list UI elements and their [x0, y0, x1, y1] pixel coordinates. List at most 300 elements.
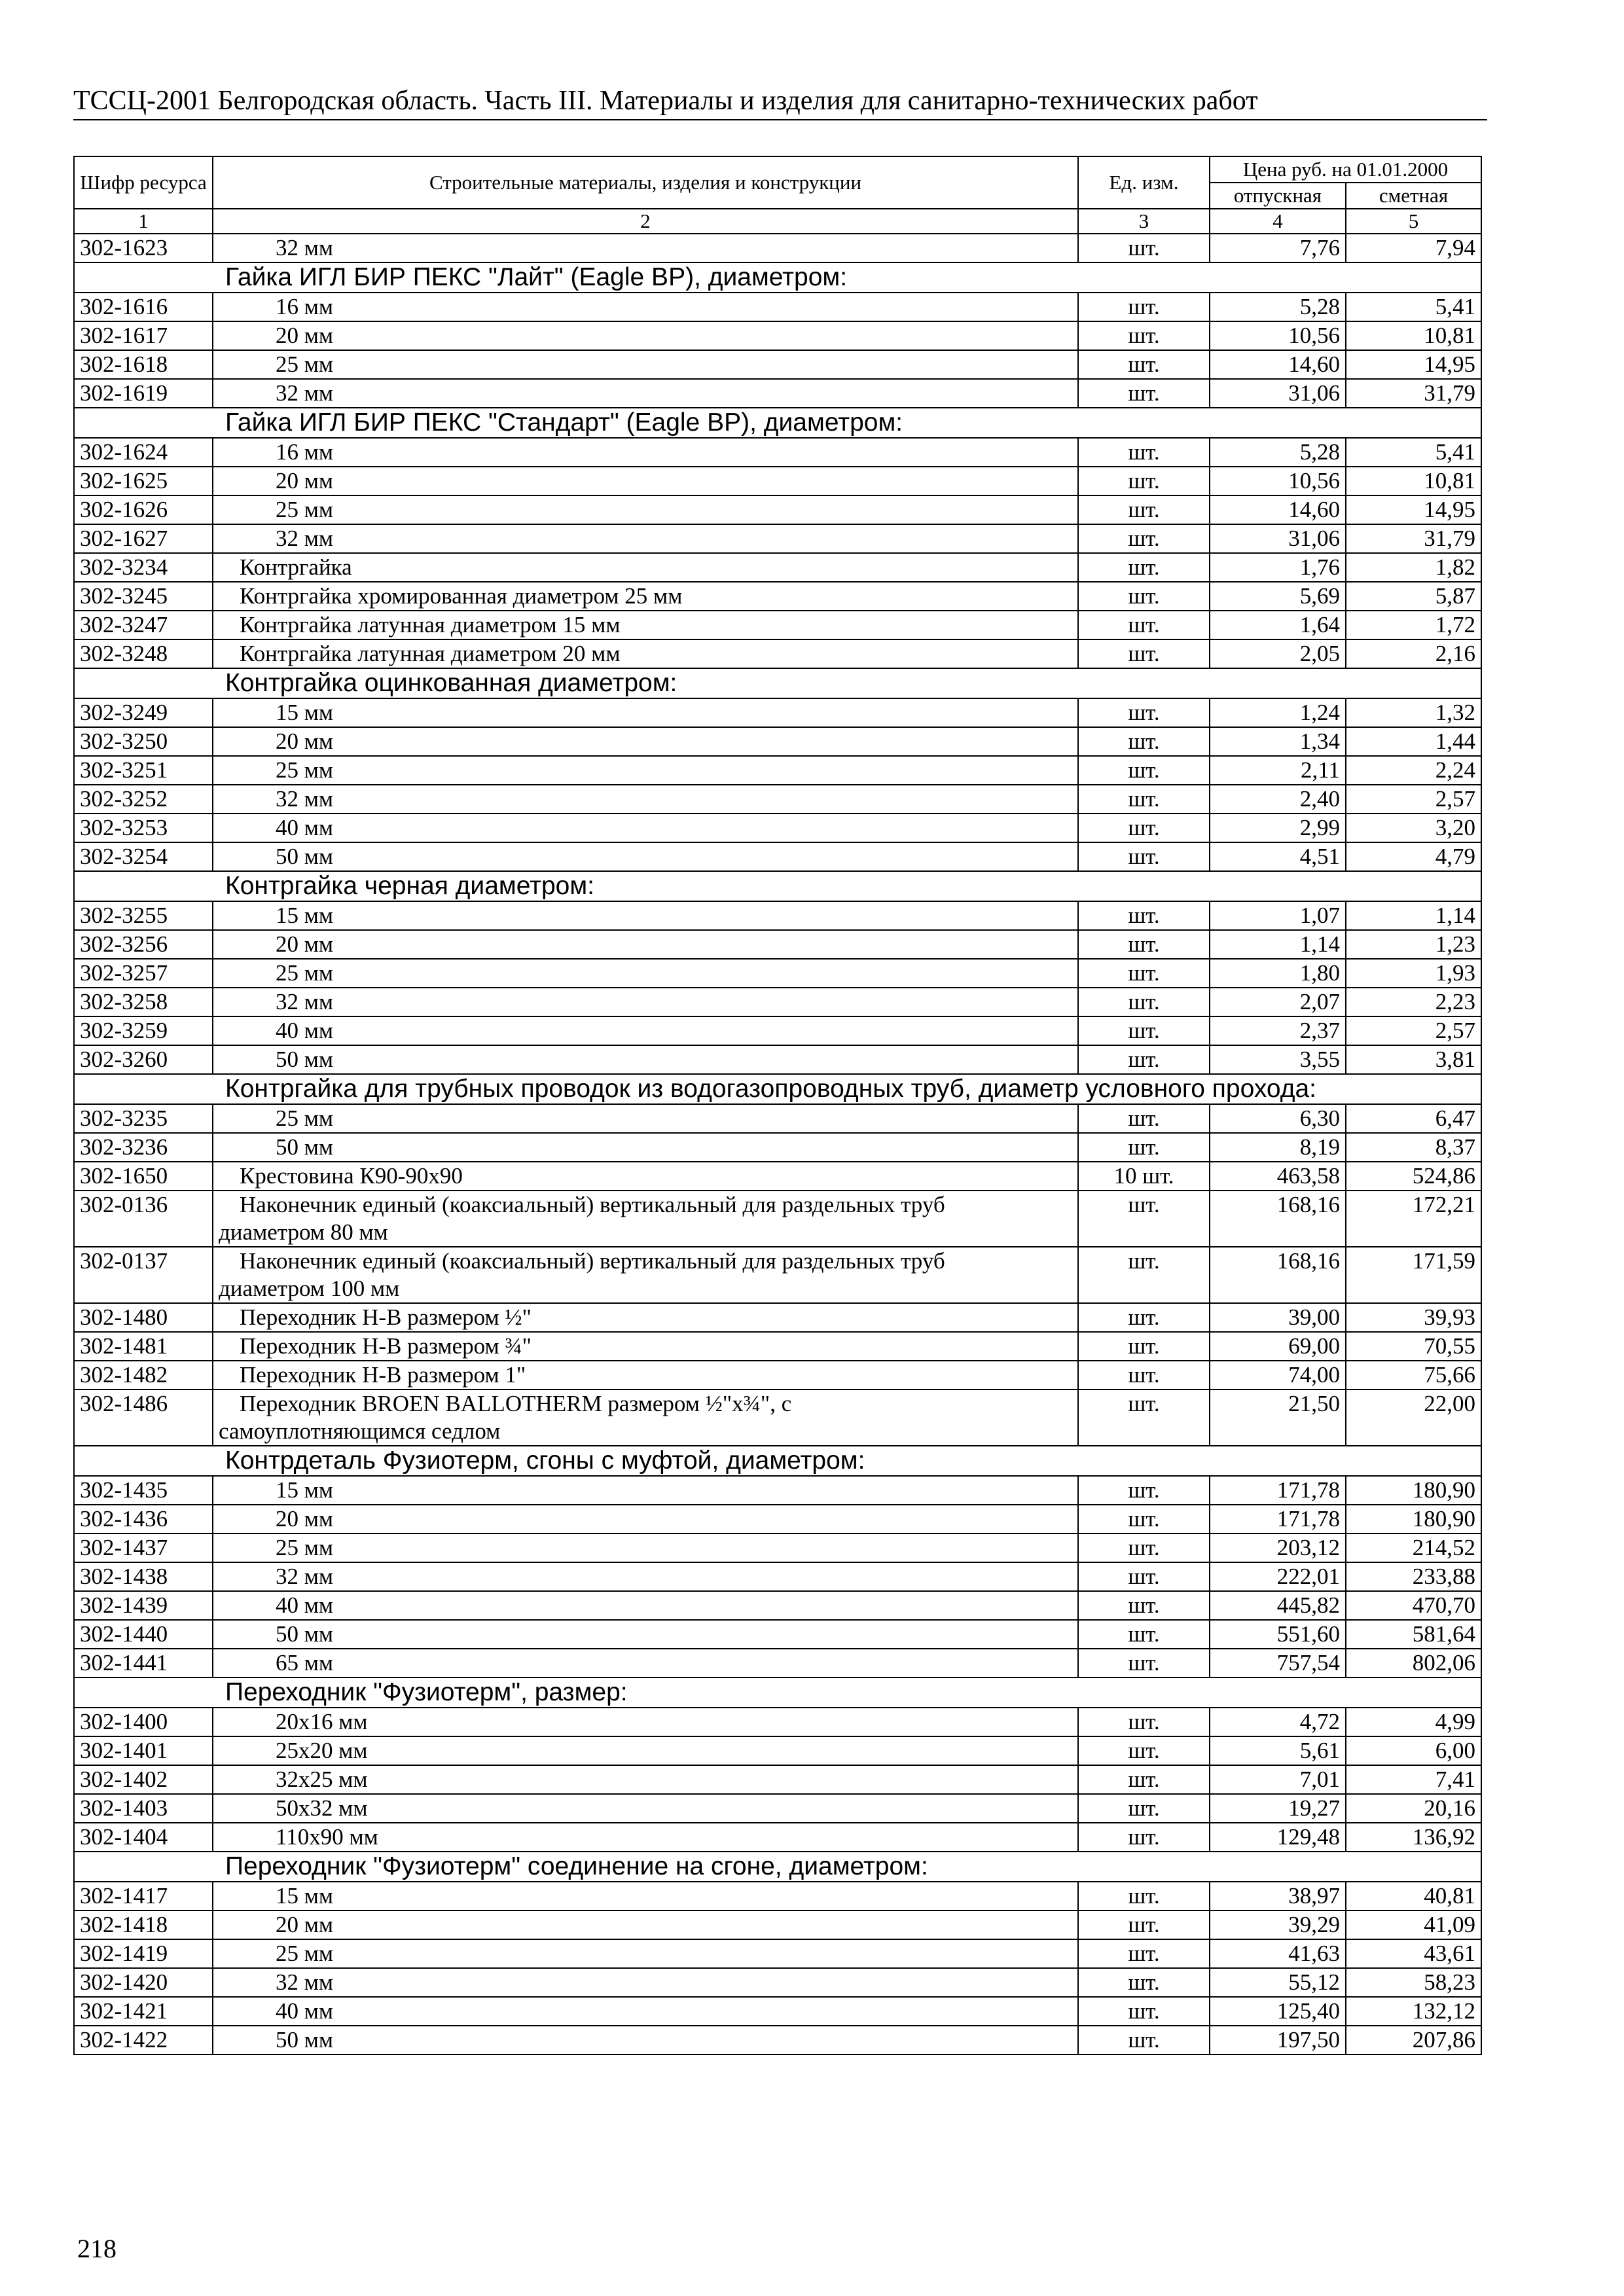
- release-price: 2,11: [1210, 756, 1346, 785]
- resource-code: 302-3253: [74, 814, 213, 842]
- resource-code: 302-3254: [74, 842, 213, 871]
- table-row: [74, 2026, 1481, 2054]
- material-name: [213, 814, 1078, 842]
- material-name-line: самоуплотняющимся седлом: [219, 1418, 501, 1444]
- material-name-line: 40 мм: [276, 1592, 334, 1618]
- release-price: 5,28: [1210, 438, 1346, 467]
- unit-of-measure: шт.: [1078, 1045, 1210, 1074]
- resource-code: 302-1437: [74, 1534, 213, 1562]
- material-name: [213, 698, 1078, 727]
- unit-of-measure: шт.: [1078, 379, 1210, 408]
- release-price: 445,82: [1210, 1591, 1346, 1620]
- group-title: Переходник "Фузиотерм", размер:: [74, 1677, 1481, 1708]
- table-row: [74, 814, 1481, 842]
- unit-of-measure: шт.: [1078, 698, 1210, 727]
- group-header-row: [74, 871, 1481, 901]
- unit-of-measure: шт.: [1078, 1191, 1210, 1247]
- unit-of-measure: шт.: [1078, 1939, 1210, 1968]
- table-row: [74, 1708, 1481, 1736]
- resource-code: 302-0136: [74, 1191, 213, 1247]
- table-row: [74, 756, 1481, 785]
- material-name: [213, 321, 1078, 350]
- material-name: [213, 1332, 1078, 1361]
- table-row: [74, 1562, 1481, 1591]
- resource-code: 302-1486: [74, 1390, 213, 1446]
- material-name-line: Наконечник единый (коаксиальный) вертикальный для раздельных труб: [240, 1248, 945, 1274]
- table-row: [74, 350, 1481, 379]
- table-row: [74, 1191, 1481, 1247]
- unit-of-measure: шт.: [1078, 1133, 1210, 1162]
- table-row: [74, 1361, 1481, 1390]
- resource-code: 302-0137: [74, 1247, 213, 1303]
- col-number: 5: [1346, 209, 1481, 234]
- estimate-price: 171,59: [1346, 1247, 1481, 1303]
- release-price: 38,97: [1210, 1882, 1346, 1910]
- material-name: [213, 1247, 1078, 1303]
- material-name: [213, 1104, 1078, 1133]
- table-row: [74, 1247, 1481, 1303]
- release-price: 2,99: [1210, 814, 1346, 842]
- release-price: 19,27: [1210, 1794, 1346, 1823]
- estimate-price: 31,79: [1346, 524, 1481, 553]
- estimate-price: 40,81: [1346, 1882, 1481, 1910]
- material-name-line: 65 мм: [276, 1650, 334, 1676]
- resource-code: 302-3260: [74, 1045, 213, 1074]
- material-name: [213, 1997, 1078, 2026]
- resource-code: 302-1618: [74, 350, 213, 379]
- table-row: [74, 1016, 1481, 1045]
- material-name-line: 25 мм: [276, 497, 334, 522]
- estimate-price: 5,87: [1346, 582, 1481, 611]
- release-price: 39,29: [1210, 1910, 1346, 1939]
- group-title: Переходник "Фузиотерм" соединение на сгоне, диаметром:: [74, 1852, 1481, 1882]
- group-title: Гайка ИГЛ БИР ПЕКС "Стандарт" (Eagle BP), диаметром:: [74, 408, 1481, 438]
- release-price: 2,07: [1210, 988, 1346, 1016]
- unit-of-measure: шт.: [1078, 1910, 1210, 1939]
- unit-of-measure: шт.: [1078, 2026, 1210, 2054]
- estimate-price: 180,90: [1346, 1476, 1481, 1505]
- estimate-price: 58,23: [1346, 1968, 1481, 1997]
- material-name-line: 32 мм: [276, 786, 334, 812]
- material-name: [213, 611, 1078, 639]
- col-header-release: отпускная: [1210, 183, 1346, 209]
- release-price: 1,34: [1210, 727, 1346, 756]
- estimate-price: 214,52: [1346, 1534, 1481, 1562]
- resource-code: 302-1420: [74, 1968, 213, 1997]
- resource-code: 302-3255: [74, 901, 213, 930]
- release-price: 4,51: [1210, 842, 1346, 871]
- table-row: [74, 1736, 1481, 1765]
- table-row: [74, 930, 1481, 959]
- material-name: [213, 756, 1078, 785]
- estimate-price: 3,20: [1346, 814, 1481, 842]
- unit-of-measure: шт.: [1078, 1620, 1210, 1649]
- unit-of-measure: шт.: [1078, 1332, 1210, 1361]
- material-name-line: Переходник Н-В размером ¾": [240, 1333, 532, 1359]
- unit-of-measure: шт.: [1078, 1882, 1210, 1910]
- material-name: [213, 293, 1078, 321]
- estimate-price: 5,41: [1346, 293, 1481, 321]
- page-header-title: ТССЦ-2001 Белгородская область. Часть III. Материалы и изделия для санитарно-технических работ: [73, 86, 1258, 116]
- unit-of-measure: шт.: [1078, 1736, 1210, 1765]
- resource-code: 302-1436: [74, 1505, 213, 1534]
- table-row: [74, 1303, 1481, 1332]
- release-price: 31,06: [1210, 379, 1346, 408]
- release-price: 2,05: [1210, 639, 1346, 668]
- release-price: 1,64: [1210, 611, 1346, 639]
- table-row: [74, 727, 1481, 756]
- table-row: [74, 1390, 1481, 1446]
- material-name: [213, 1823, 1078, 1852]
- material-name: [213, 495, 1078, 524]
- table-row: [74, 379, 1481, 408]
- release-price: 2,37: [1210, 1016, 1346, 1045]
- material-name: [213, 1765, 1078, 1794]
- table-row: [74, 639, 1481, 668]
- resource-code: 302-3235: [74, 1104, 213, 1133]
- resource-code: 302-3251: [74, 756, 213, 785]
- estimate-price: 2,24: [1346, 756, 1481, 785]
- release-price: 7,01: [1210, 1765, 1346, 1794]
- table-row: [74, 1620, 1481, 1649]
- material-name-line: 16 мм: [276, 439, 334, 465]
- estimate-price: 172,21: [1346, 1191, 1481, 1247]
- release-price: 7,76: [1210, 234, 1346, 262]
- resource-code: 302-1418: [74, 1910, 213, 1939]
- material-name-line: диаметром 80 мм: [219, 1219, 388, 1245]
- release-price: 74,00: [1210, 1361, 1346, 1390]
- release-price: 171,78: [1210, 1476, 1346, 1505]
- resource-code: 302-1404: [74, 1823, 213, 1852]
- release-price: 1,80: [1210, 959, 1346, 988]
- unit-of-measure: шт.: [1078, 814, 1210, 842]
- material-name-line: 20х16 мм: [276, 1709, 368, 1734]
- release-price: 14,60: [1210, 495, 1346, 524]
- resource-code: 302-1625: [74, 467, 213, 495]
- material-name: [213, 1736, 1078, 1765]
- table-row: [74, 1505, 1481, 1534]
- estimate-price: 70,55: [1346, 1332, 1481, 1361]
- resource-code: 302-1400: [74, 1708, 213, 1736]
- material-name: [213, 1591, 1078, 1620]
- unit-of-measure: шт.: [1078, 582, 1210, 611]
- table-row: [74, 1968, 1481, 1997]
- estimate-price: 2,57: [1346, 785, 1481, 814]
- material-name: [213, 1882, 1078, 1910]
- material-name: [213, 1968, 1078, 1997]
- group-header-row: [74, 1677, 1481, 1708]
- table-row: [74, 1162, 1481, 1191]
- release-price: 171,78: [1210, 1505, 1346, 1534]
- material-name-line: 32 мм: [276, 235, 334, 260]
- resource-code: 302-3248: [74, 639, 213, 668]
- release-price: 39,00: [1210, 1303, 1346, 1332]
- material-name-line: Контргайка латунная диаметром 15 мм: [240, 612, 621, 637]
- material-name: [213, 1534, 1078, 1562]
- release-price: 6,30: [1210, 1104, 1346, 1133]
- table-row: [74, 1332, 1481, 1361]
- resource-code: 302-1417: [74, 1882, 213, 1910]
- group-title: Контргайка оцинкованная диаметром:: [74, 668, 1481, 698]
- material-name-line: 50 мм: [276, 1047, 334, 1072]
- material-name-line: 15 мм: [276, 1883, 334, 1909]
- material-name-line: 15 мм: [276, 903, 334, 928]
- estimate-price: 5,41: [1346, 438, 1481, 467]
- group-header-row: [74, 1074, 1481, 1104]
- estimate-price: 7,94: [1346, 234, 1481, 262]
- material-name-line: 20 мм: [276, 323, 334, 348]
- material-name-line: 50 мм: [276, 1134, 334, 1160]
- material-name: [213, 379, 1078, 408]
- estimate-price: 7,41: [1346, 1765, 1481, 1794]
- material-name-line: Переходник Н-В размером 1": [240, 1362, 526, 1388]
- release-price: 69,00: [1210, 1332, 1346, 1361]
- col-number: 2: [213, 209, 1078, 234]
- unit-of-measure: шт.: [1078, 959, 1210, 988]
- unit-of-measure: шт.: [1078, 988, 1210, 1016]
- group-header-row: [74, 668, 1481, 698]
- resource-code: 302-3259: [74, 1016, 213, 1045]
- resource-code: 302-3247: [74, 611, 213, 639]
- table-row: [74, 1591, 1481, 1620]
- unit-of-measure: шт.: [1078, 1476, 1210, 1505]
- table-row: [74, 901, 1481, 930]
- release-price: 14,60: [1210, 350, 1346, 379]
- material-name-line: 32 мм: [276, 1564, 334, 1589]
- unit-of-measure: шт.: [1078, 1390, 1210, 1446]
- unit-of-measure: шт.: [1078, 785, 1210, 814]
- release-price: 222,01: [1210, 1562, 1346, 1591]
- col-header-name: Строительные материалы, изделия и конструкции: [213, 156, 1078, 209]
- estimate-price: 136,92: [1346, 1823, 1481, 1852]
- unit-of-measure: шт.: [1078, 901, 1210, 930]
- material-name: [213, 727, 1078, 756]
- col-number: 4: [1210, 209, 1346, 234]
- release-price: 1,24: [1210, 698, 1346, 727]
- material-name: [213, 1303, 1078, 1332]
- material-name: [213, 988, 1078, 1016]
- header-rule: [73, 119, 1487, 120]
- resource-code: 302-1419: [74, 1939, 213, 1968]
- material-name-line: 40 мм: [276, 815, 334, 840]
- material-name-line: 32 мм: [276, 989, 334, 1014]
- material-name-line: 25 мм: [276, 1105, 334, 1131]
- resource-code: 302-1627: [74, 524, 213, 553]
- resource-code: 302-1422: [74, 2026, 213, 2054]
- resource-code: 302-1623: [74, 234, 213, 262]
- table-row: [74, 988, 1481, 1016]
- release-price: 21,50: [1210, 1390, 1346, 1446]
- material-name: [213, 1476, 1078, 1505]
- resource-code: 302-3258: [74, 988, 213, 1016]
- unit-of-measure: 10 шт.: [1078, 1162, 1210, 1191]
- material-name: [213, 234, 1078, 262]
- estimate-price: 132,12: [1346, 1997, 1481, 2026]
- table-row: [74, 524, 1481, 553]
- resource-code: 302-1421: [74, 1997, 213, 2026]
- unit-of-measure: шт.: [1078, 321, 1210, 350]
- unit-of-measure: шт.: [1078, 438, 1210, 467]
- table-row: [74, 438, 1481, 467]
- group-header-row: [74, 1852, 1481, 1882]
- material-name-line: Переходник BROEN BALLOTHERM размером ½"х¾", с: [240, 1391, 792, 1416]
- release-price: 5,28: [1210, 293, 1346, 321]
- release-price: 757,54: [1210, 1649, 1346, 1677]
- resource-code: 302-1480: [74, 1303, 213, 1332]
- material-name-line: диаметром 100 мм: [219, 1276, 400, 1301]
- material-name: [213, 901, 1078, 930]
- material-name-line: 110х90 мм: [276, 1824, 378, 1850]
- unit-of-measure: шт.: [1078, 1823, 1210, 1852]
- estimate-price: 1,44: [1346, 727, 1481, 756]
- table-row: [74, 293, 1481, 321]
- table-row: [74, 1476, 1481, 1505]
- material-name-line: Переходник Н-В размером ½": [240, 1304, 532, 1330]
- material-name: [213, 930, 1078, 959]
- estimate-price: 10,81: [1346, 467, 1481, 495]
- material-name-line: 50 мм: [276, 844, 334, 869]
- resource-code: 302-1441: [74, 1649, 213, 1677]
- col-header-estimate: сметная: [1346, 183, 1481, 209]
- estimate-price: 180,90: [1346, 1505, 1481, 1534]
- estimate-price: 39,93: [1346, 1303, 1481, 1332]
- release-price: 31,06: [1210, 524, 1346, 553]
- material-name: [213, 1390, 1078, 1446]
- material-name: [213, 639, 1078, 668]
- resource-code: 302-1616: [74, 293, 213, 321]
- table-body: [74, 234, 1481, 2054]
- table-row: [74, 1765, 1481, 1794]
- unit-of-measure: шт.: [1078, 1303, 1210, 1332]
- material-name: [213, 1794, 1078, 1823]
- unit-of-measure: шт.: [1078, 1016, 1210, 1045]
- material-name: [213, 1505, 1078, 1534]
- resource-code: 302-1626: [74, 495, 213, 524]
- unit-of-measure: шт.: [1078, 1361, 1210, 1390]
- material-name: [213, 1910, 1078, 1939]
- estimate-price: 31,79: [1346, 379, 1481, 408]
- material-name: [213, 1045, 1078, 1074]
- material-name-line: 32 мм: [276, 526, 334, 551]
- release-price: 8,19: [1210, 1133, 1346, 1162]
- unit-of-measure: шт.: [1078, 1968, 1210, 1997]
- resource-code: 302-1440: [74, 1620, 213, 1649]
- unit-of-measure: шт.: [1078, 1534, 1210, 1562]
- unit-of-measure: шт.: [1078, 1649, 1210, 1677]
- release-price: 1,76: [1210, 553, 1346, 582]
- unit-of-measure: шт.: [1078, 524, 1210, 553]
- table-row: [74, 321, 1481, 350]
- release-price: 5,61: [1210, 1736, 1346, 1765]
- resource-code: 302-1401: [74, 1736, 213, 1765]
- table-row: [74, 1649, 1481, 1677]
- table-row: [74, 553, 1481, 582]
- group-title: Контргайка для трубных проводок из водогазопроводных труб, диаметр условного прохода:: [74, 1074, 1481, 1104]
- estimate-price: 4,79: [1346, 842, 1481, 871]
- release-price: 129,48: [1210, 1823, 1346, 1852]
- page-number: 218: [77, 2234, 117, 2263]
- unit-of-measure: шт.: [1078, 1247, 1210, 1303]
- table-row: [74, 1045, 1481, 1074]
- material-name: [213, 524, 1078, 553]
- table-row: [74, 1997, 1481, 2026]
- col-number: 3: [1078, 209, 1210, 234]
- material-name: [213, 1939, 1078, 1968]
- material-name: [213, 1162, 1078, 1191]
- estimate-price: 10,81: [1346, 321, 1481, 350]
- table-row: [74, 611, 1481, 639]
- material-name: [213, 1133, 1078, 1162]
- material-name: [213, 842, 1078, 871]
- resource-code: 302-1439: [74, 1591, 213, 1620]
- release-price: 197,50: [1210, 2026, 1346, 2054]
- resource-code: 302-1650: [74, 1162, 213, 1191]
- release-price: 168,16: [1210, 1191, 1346, 1247]
- resource-code: 302-1624: [74, 438, 213, 467]
- material-name: [213, 582, 1078, 611]
- resource-code: 302-1617: [74, 321, 213, 350]
- release-price: 1,14: [1210, 930, 1346, 959]
- table-row: [74, 785, 1481, 814]
- material-name-line: 25х20 мм: [276, 1738, 368, 1763]
- material-name: [213, 438, 1078, 467]
- unit-of-measure: шт.: [1078, 1562, 1210, 1591]
- col-header-price: Цена руб. на 01.01.2000: [1210, 156, 1481, 183]
- estimate-price: 20,16: [1346, 1794, 1481, 1823]
- material-name: [213, 467, 1078, 495]
- release-price: 203,12: [1210, 1534, 1346, 1562]
- col-header-code: Шифр ресурса: [74, 156, 213, 209]
- material-name-line: Крестовина К90-90х90: [240, 1163, 463, 1189]
- resource-code: 302-3256: [74, 930, 213, 959]
- unit-of-measure: шт.: [1078, 553, 1210, 582]
- release-price: 4,72: [1210, 1708, 1346, 1736]
- release-price: 1,07: [1210, 901, 1346, 930]
- unit-of-measure: шт.: [1078, 495, 1210, 524]
- material-name: [213, 959, 1078, 988]
- unit-of-measure: шт.: [1078, 930, 1210, 959]
- release-price: 5,69: [1210, 582, 1346, 611]
- table-row: [74, 1133, 1481, 1162]
- material-name-line: 20 мм: [276, 1912, 334, 1937]
- resource-code: 302-1435: [74, 1476, 213, 1505]
- material-name-line: 40 мм: [276, 1018, 334, 1043]
- estimate-price: 1,32: [1346, 698, 1481, 727]
- material-name-line: 32 мм: [276, 380, 334, 406]
- unit-of-measure: шт.: [1078, 467, 1210, 495]
- material-name-line: 25 мм: [276, 757, 334, 783]
- material-name: [213, 553, 1078, 582]
- estimate-price: 233,88: [1346, 1562, 1481, 1591]
- material-name-line: 15 мм: [276, 1477, 334, 1503]
- estimate-price: 2,57: [1346, 1016, 1481, 1045]
- table-row: [74, 1910, 1481, 1939]
- estimate-price: 1,14: [1346, 901, 1481, 930]
- estimate-price: 524,86: [1346, 1162, 1481, 1191]
- unit-of-measure: шт.: [1078, 756, 1210, 785]
- resource-code: 302-1403: [74, 1794, 213, 1823]
- unit-of-measure: шт.: [1078, 1794, 1210, 1823]
- unit-of-measure: шт.: [1078, 293, 1210, 321]
- table-row: [74, 959, 1481, 988]
- material-name-line: 40 мм: [276, 1998, 334, 2024]
- estimate-price: 41,09: [1346, 1910, 1481, 1939]
- material-name: [213, 1708, 1078, 1736]
- estimate-price: 4,99: [1346, 1708, 1481, 1736]
- group-header-row: [74, 262, 1481, 293]
- col-number: 1: [74, 209, 213, 234]
- material-name-line: 20 мм: [276, 931, 334, 957]
